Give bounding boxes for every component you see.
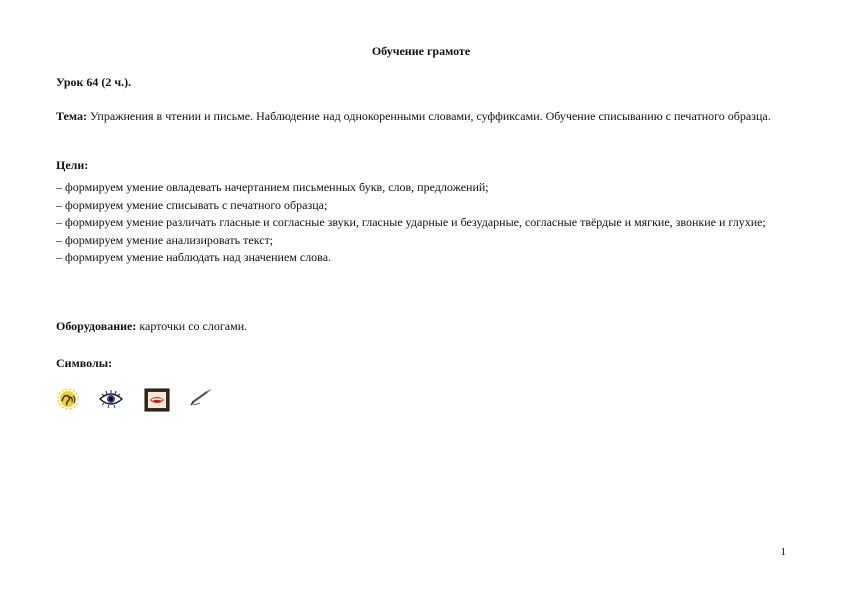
goal-item: – формируем умение наблюдать над значением слова. xyxy=(56,250,332,264)
goal-item: – формируем умение анализировать текст; xyxy=(56,232,274,247)
page-number: 1 xyxy=(780,546,786,558)
equipment-paragraph xyxy=(56,318,782,334)
goals-list xyxy=(56,179,782,267)
eye-icon xyxy=(98,388,124,410)
pen-icon xyxy=(190,388,212,408)
symbols-label: Символы: xyxy=(56,356,113,370)
goal-item: – формируем умение списывать с печатного образца; xyxy=(56,197,328,212)
goals-label: Цели: xyxy=(56,158,89,172)
page-title: Обучение грамоте xyxy=(371,44,471,58)
lesson-number: Урок 64 (2 ч.). xyxy=(56,75,132,89)
mouth-icon xyxy=(144,388,170,412)
topic-text: Упражнения в чтении и письме. Наблюдение над однокоренными словами, суффиксами. Обучение списыванию с печатного образца. xyxy=(86,109,771,123)
ear-icon xyxy=(56,388,80,410)
goal-item: – формируем умение овладевать начертанием письменных букв, слов, предложений; xyxy=(56,180,489,194)
equipment-text: карточки со слогами. xyxy=(136,319,248,333)
equipment-label: Оборудование: xyxy=(56,319,137,333)
topic-label: Тема: xyxy=(56,109,87,123)
goal-item: – формируем умение различать гласные и согласные звуки, гласные ударные и безударные, согласные твёрдые и мягкие, звонкие и глухие; xyxy=(56,215,766,229)
topic-paragraph xyxy=(56,108,782,124)
